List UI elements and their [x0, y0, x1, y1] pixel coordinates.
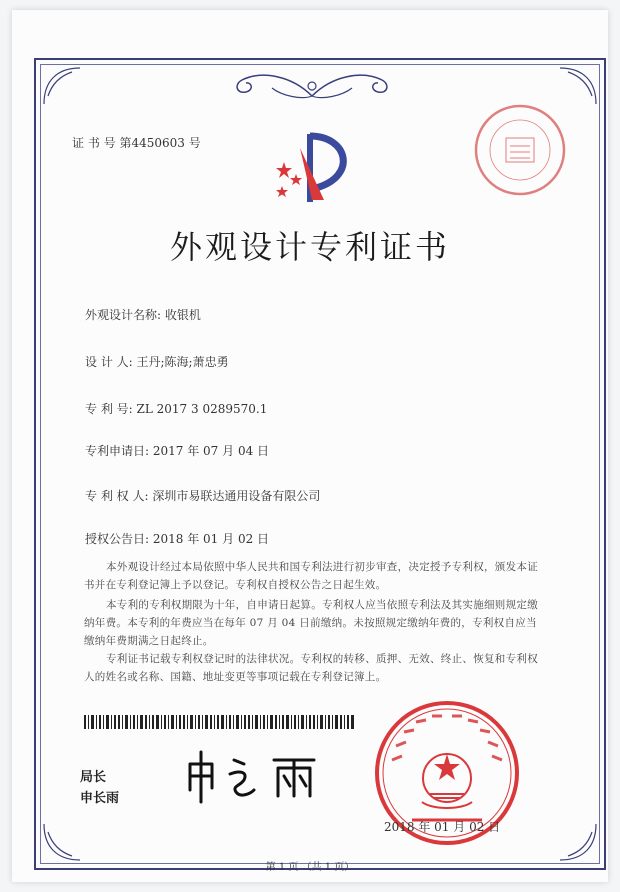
agency-stamp — [472, 102, 568, 198]
field-label: 专 利 权 人: — [85, 489, 149, 503]
top-ornament — [212, 66, 412, 106]
field-label: 设 计 人: — [85, 355, 133, 369]
patent-office-logo — [270, 128, 362, 208]
field-label: 授权公告日: — [85, 532, 150, 546]
field-value: 收银机 — [164, 308, 201, 322]
paragraph-grant: 本外观设计经过本局依照中华人民共和国专利法进行初步审查，决定授予专利权，颁发本证书并在专利登记簿上予以登记。专利权自授权公告之日起生效。 — [84, 561, 538, 591]
field-value: ZL 2017 3 0289570.1 — [136, 402, 268, 416]
director-title: 局长 — [80, 770, 107, 785]
field-label: 专利申请日: — [85, 444, 150, 458]
director-signature — [182, 746, 332, 806]
certificate-title: 外观设计专利证书 — [169, 228, 450, 266]
barcode — [84, 715, 354, 729]
field-value: 2018 年 01 月 02 日 — [152, 532, 270, 546]
seal-date: 2018 年 01 月 02 日 — [384, 820, 501, 834]
field-patent-number — [85, 400, 267, 417]
corner-ornament-top-left — [42, 66, 82, 106]
certificate-page — [12, 10, 608, 882]
page-number: 第 1 页 （共 1 页） — [265, 862, 355, 873]
corner-ornament-top-right — [558, 66, 598, 106]
field-value: 2017 年 07 月 04 日 — [152, 444, 270, 458]
paragraph-record: 专利证书记载专利权登记时的法律状况。专利权的转移、质押、无效、终止、恢复和专利权人的姓名或名称、国籍、地址变更等事项记载在专利登记簿上。 — [84, 653, 538, 683]
corner-ornament-bottom-right — [558, 822, 598, 862]
field-patentee — [85, 487, 320, 504]
field-application-date — [85, 442, 269, 459]
director-name: 申长雨 — [80, 791, 120, 806]
field-value: 深圳市易联达通用设备有限公司 — [152, 489, 321, 503]
certificate-number: 证 书 号 第4450603 号 — [72, 136, 201, 150]
field-label: 专 利 号: — [85, 402, 133, 416]
paragraph-term: 本专利的专利权期限为十年，自申请日起算。专利权人应当依照专利法及其实施细则规定缴纳年费。本专利的年费应当在每年 07 月 04 日前缴纳。未按照规定缴纳年费的，专利权自应当缴纳年费期满之日起终止。 — [84, 599, 538, 647]
field-value: 王丹;陈海;萧忠勇 — [136, 355, 229, 369]
field-design-name — [85, 306, 201, 323]
field-grant-date — [85, 530, 269, 547]
corner-ornament-bottom-left — [42, 822, 82, 862]
field-label: 外观设计名称: — [85, 308, 162, 322]
field-designer — [85, 353, 229, 370]
